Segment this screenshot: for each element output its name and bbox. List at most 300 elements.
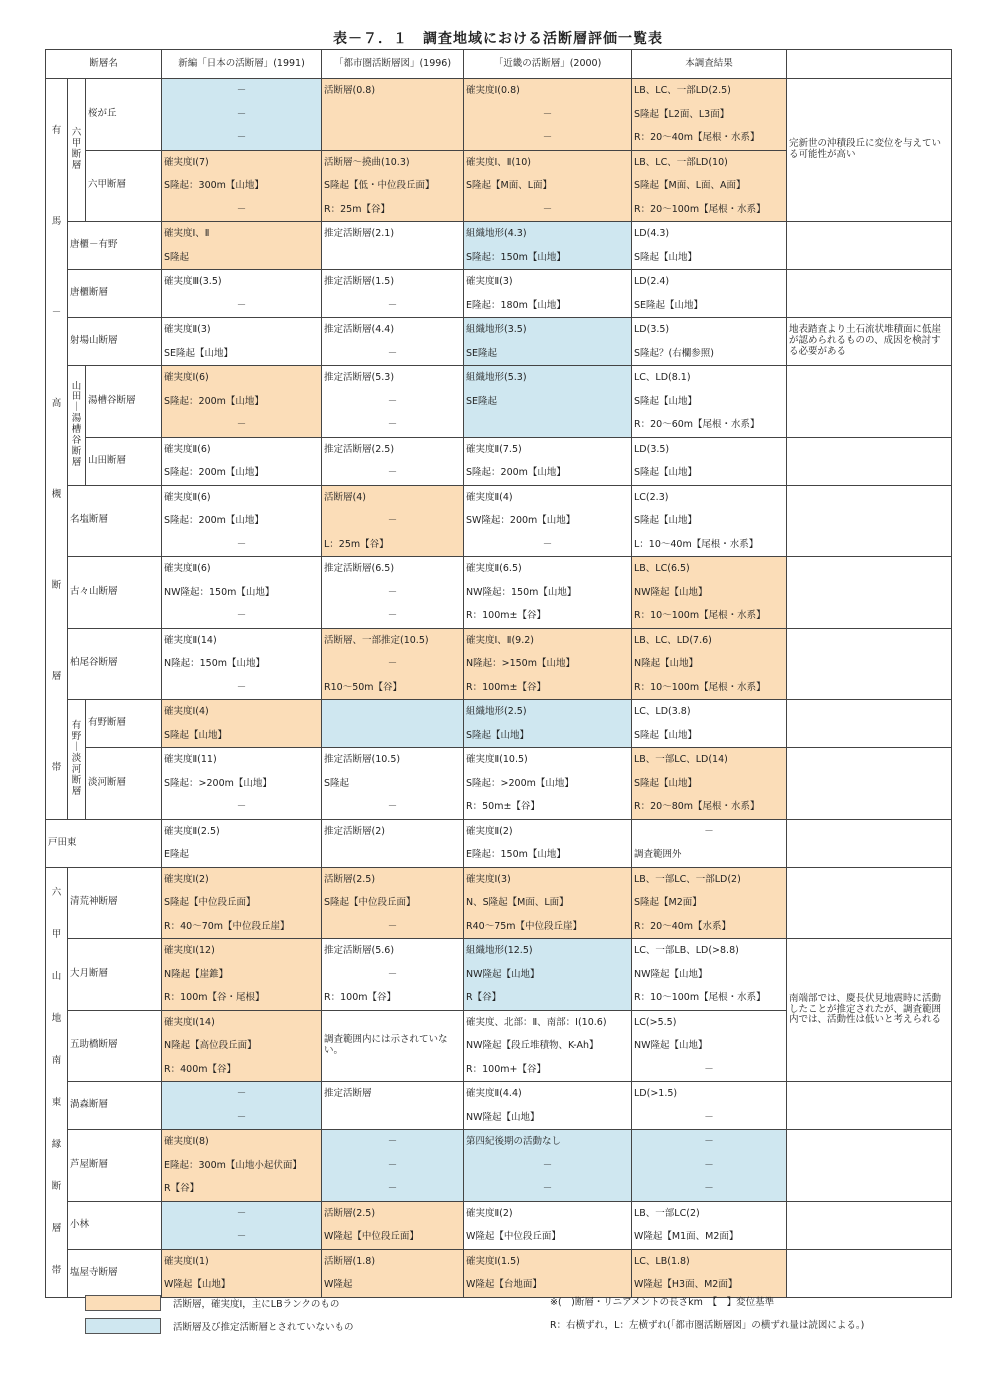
cell-col-2 — [322, 1010, 464, 1082]
cell-line: LB、LC、LD(7.6) — [634, 634, 712, 646]
cell-line: R：20～60m【尾根・水系】 — [634, 419, 760, 430]
table-row — [46, 819, 952, 867]
cell-col-1 — [162, 1201, 322, 1249]
cell-line: SE隆起 — [466, 347, 498, 359]
cell-col-5 — [787, 819, 952, 867]
cell-line: N隆起：150m【山地】 — [164, 658, 265, 669]
cell-col-1 — [162, 366, 322, 438]
fault-zone-char: 高 — [51, 397, 62, 409]
cell-line: L：10～40m【尾根・水系】 — [634, 538, 759, 550]
cell-line: － — [387, 1159, 398, 1171]
cell-line: 確実度Ⅱ(2.5) — [164, 825, 220, 837]
cell-line: 調査範囲外 — [634, 849, 682, 860]
cell-line: NW隆起【山地】 — [634, 968, 708, 980]
cell-line: 推定活断層(5.6) — [324, 945, 395, 956]
cell-col-1 — [162, 222, 322, 270]
cell-col-4 — [632, 485, 787, 557]
cell-line: S隆起 — [324, 777, 350, 789]
remarks-cell — [787, 939, 952, 1082]
cell-line: LC、一部LB、LD(>8.8) — [634, 945, 739, 956]
cell-line: － — [542, 108, 553, 120]
cell-line: E隆起 — [164, 849, 190, 860]
header-row — [46, 50, 952, 79]
table-row — [46, 1201, 952, 1249]
cell-line: S隆起【山地】 — [634, 777, 698, 789]
cell-line: 推定活断層(4.4) — [324, 324, 395, 335]
cell-line: 確実度Ⅱ(11) — [164, 754, 217, 765]
cell-line: － — [704, 1063, 714, 1075]
fault-zone-char: 六 — [51, 887, 62, 898]
cell-col-4 — [632, 150, 787, 222]
table-row — [46, 485, 952, 557]
cell-line: NW隆起：150m【山地】 — [466, 586, 577, 598]
cell-col-4 — [632, 700, 787, 748]
cell-line: 推定活断層(1.5) — [324, 276, 395, 287]
cell-line: R：50m±【谷】 — [466, 801, 540, 812]
table-row — [46, 366, 952, 438]
legend-blue-swatch — [85, 1318, 161, 1334]
cell-line: 活断層(1.8) — [324, 1255, 376, 1267]
cell-line: S隆起【中位段丘面】 — [324, 897, 416, 908]
cell-line: － — [704, 1136, 714, 1147]
cell-line: 活断層、一部推定(10.5) — [324, 634, 429, 646]
cell-line: R【谷】 — [164, 1183, 200, 1194]
cell-line: S隆起【山地】 — [466, 729, 530, 741]
cell-line: SE隆起【山地】 — [634, 299, 704, 311]
header-survey-result: 本調査結果 — [632, 50, 787, 79]
cell-col-1 — [162, 557, 322, 629]
fault-name: 淡河断層 — [86, 748, 162, 820]
cell-line: R：20～100m【尾根・水系】 — [634, 203, 766, 215]
cell-line: LB、LC、一部LD(10) — [634, 156, 728, 168]
table-row — [46, 270, 952, 318]
cell-col-5 — [787, 270, 952, 318]
cell-col-4 — [632, 748, 787, 820]
header-remarks — [787, 50, 952, 79]
sub-zone-char: 山 — [71, 380, 82, 392]
cell-line: LB、LC、一部LD(2.5) — [634, 85, 731, 96]
cell-col-4 — [632, 557, 787, 629]
cell-col-4 — [632, 1249, 787, 1297]
cell-col-3 — [464, 557, 632, 629]
cell-col-1 — [162, 1010, 322, 1082]
sub-zone-char: 甲 — [71, 138, 82, 150]
cell-line: 確実度Ⅱ(6) — [164, 443, 211, 455]
cell-line: S隆起【山地】 — [164, 729, 228, 741]
header-source-1991: 新編「日本の活断層」(1991) — [162, 50, 322, 79]
cell-line: R：20～40m【水系】 — [634, 920, 732, 932]
sub-zone-char: 断 — [71, 446, 82, 458]
cell-line: － — [542, 132, 553, 143]
cell-line: － — [236, 1111, 247, 1123]
fault-name: 名塩断層 — [68, 485, 162, 557]
fault-zone-char: 甲 — [51, 929, 62, 940]
cell-line: 確実度Ⅲ(3.5) — [164, 276, 222, 287]
cell-line: 確実度Ⅱ(14) — [164, 634, 217, 646]
legend-blue-text: 活断層及び推定活断層とされていないもの — [173, 1322, 354, 1333]
cell-line: R：10～100m【尾根・水系】 — [634, 681, 766, 693]
cell-text: 地表踏査より土石流状堆積面に低崖が認められるものの、成因を検討する必要がある — [789, 324, 942, 357]
cell-col-1 — [162, 700, 322, 748]
cell-line: 活断層(2.5) — [324, 873, 376, 885]
cell-line: 確実度Ⅱ(6) — [164, 491, 211, 503]
cell-line: LC(>5.5) — [634, 1016, 677, 1028]
fault-name: 柏尾谷断層 — [68, 628, 162, 700]
cell-line: 推定活断層 — [324, 1088, 372, 1099]
cell-col-3 — [464, 1082, 632, 1130]
cell-line: － — [542, 1183, 553, 1194]
cell-line — [324, 1106, 461, 1130]
cell-line: NW隆起【山地】 — [466, 968, 540, 980]
cell-col-4 — [632, 366, 787, 438]
cell-col-4 — [632, 270, 787, 318]
cell-col-4 — [632, 222, 787, 270]
sub-zone-char: 谷 — [71, 435, 82, 447]
cell-col-2 — [322, 939, 464, 1011]
cell-line: － — [704, 1159, 714, 1171]
cell-line: S隆起？(右欄参照) — [634, 347, 714, 359]
cell-line: 推定活断層(10.5) — [324, 754, 401, 765]
table-row — [46, 1249, 952, 1297]
cell-line: － — [704, 825, 714, 837]
cell-col-3 — [464, 1130, 632, 1202]
cell-line: 確実度Ⅰ(1) — [164, 1255, 209, 1267]
cell-col-4 — [632, 1010, 787, 1082]
cell-col-1 — [162, 748, 322, 820]
cell-line: － — [387, 467, 398, 478]
header-source-2000: 「近畿の活断層」(2000) — [464, 50, 632, 79]
cell-col-4 — [632, 318, 787, 366]
table-row — [46, 79, 952, 151]
cell-col-1 — [162, 867, 322, 939]
cell-line: N隆起【山地】 — [634, 658, 699, 669]
sub-zone-char: 田 — [71, 391, 82, 403]
cell-line: SW隆起：200m【山地】 — [466, 515, 576, 526]
cell-line: S隆起：>200m【山地】 — [466, 777, 574, 789]
cell-line: R：20～80m【尾根・水系】 — [634, 801, 760, 812]
table-row — [46, 1130, 952, 1202]
cell-col-1 — [162, 1249, 322, 1297]
fault-zone-label — [46, 867, 68, 1297]
header-source-1996: 「都市圏活断層図」(1996) — [322, 50, 464, 79]
cell-col-1 — [162, 79, 322, 151]
cell-line: － — [387, 299, 398, 311]
fault-zone-char: 有 — [51, 124, 62, 136]
table-row — [46, 318, 952, 366]
sub-zone-char: ｜ — [71, 741, 82, 753]
cell-col-3 — [464, 366, 632, 438]
legend-orange-text: 活断層，確実度Ⅰ，主にLBランクのもの — [173, 1299, 340, 1310]
cell-line: 組織地形(3.5) — [466, 324, 527, 335]
cell-line: － — [236, 1231, 247, 1242]
cell-line: S隆起【山地】 — [634, 395, 698, 407]
cell-line: 確実度Ⅱ(10.5) — [466, 754, 528, 765]
cell-col-4 — [632, 1082, 787, 1130]
cell-line: S隆起【低・中位段丘面】 — [324, 180, 435, 191]
cell-col-3 — [464, 485, 632, 557]
cell-line: S隆起【山地】 — [634, 251, 698, 263]
fault-name: 清荒神断層 — [68, 867, 162, 939]
cell-line: － — [387, 515, 398, 526]
cell-col-3 — [464, 867, 632, 939]
cell-line: － — [236, 299, 247, 311]
cell-col-3 — [464, 79, 632, 151]
cell-line: R：100m【谷】 — [324, 992, 396, 1003]
cell-line: R：10～100m【尾根・水系】 — [634, 992, 766, 1003]
cell-line: 確実度Ⅰ、Ⅱ — [164, 228, 210, 239]
cell-line — [324, 246, 461, 270]
remarks-cell — [787, 79, 952, 222]
cell-line: S隆起【山地】 — [634, 729, 698, 741]
cell-line: 確実度Ⅱ(7.5) — [466, 443, 522, 455]
fault-name: 射場山断層 — [68, 318, 162, 366]
fault-zone-char: 断 — [51, 579, 62, 591]
cell-line: R：100m+【谷】 — [466, 1063, 546, 1075]
cell-line: － — [236, 538, 247, 550]
fault-name: 六甲断層 — [86, 150, 162, 222]
cell-col-5 — [787, 366, 952, 438]
cell-line: E隆起：150m【山地】 — [466, 849, 566, 860]
cell-line: － — [236, 132, 247, 143]
cell-line: 確実度Ⅰ(1.5) — [466, 1255, 520, 1267]
cell-col-4 — [632, 1201, 787, 1249]
cell-col-2 — [322, 1082, 464, 1130]
cell-line: － — [387, 658, 398, 669]
cell-line: 組織地形(4.3) — [466, 228, 527, 239]
fault-zone-char: 帯 — [51, 761, 62, 773]
cell-line: 確実度、北部：Ⅱ、南部：Ⅰ(10.6) — [466, 1016, 607, 1028]
cell-col-4 — [632, 437, 787, 485]
cell-line: － — [387, 968, 398, 980]
cell-line: R40～75m【中位段丘崖】 — [466, 920, 583, 932]
cell-line: 確実度Ⅱ(2) — [466, 825, 513, 837]
fault-zone-char: 槻 — [51, 488, 62, 500]
cell-line: S隆起：200m【山地】 — [466, 467, 566, 478]
cell-col-5 — [787, 222, 952, 270]
legend — [85, 1293, 354, 1339]
cell-line: 確実度Ⅰ(7) — [164, 156, 209, 168]
cell-col-1 — [162, 819, 322, 867]
fault-zone-char: － — [51, 306, 62, 318]
cell-line: 確実度Ⅰ(2) — [164, 873, 209, 885]
cell-col-4 — [632, 939, 787, 1011]
cell-line: LB、一部LC(2) — [634, 1207, 700, 1219]
cell-col-3 — [464, 700, 632, 748]
fault-name: 唐櫃断層 — [68, 270, 162, 318]
cell-line: S隆起：200m【山地】 — [164, 515, 264, 526]
fault-name: 有野断層 — [86, 700, 162, 748]
table-row — [46, 748, 952, 820]
cell-col-2 — [322, 366, 464, 438]
cell-line: － — [542, 1159, 553, 1171]
fault-zone-char: 層 — [51, 1223, 62, 1234]
fault-zone-char: 馬 — [51, 215, 62, 227]
cell-line: N、S隆起【M面、L面】 — [466, 897, 569, 908]
fault-name: 小林 — [68, 1201, 162, 1249]
cell-col-2 — [322, 318, 464, 366]
cell-line: L：25m【谷】 — [324, 538, 389, 550]
cell-line: － — [704, 1111, 714, 1123]
legend-blue — [85, 1316, 354, 1336]
cell-col-1 — [162, 150, 322, 222]
cell-line: LB、一部LC、一部LD(2) — [634, 873, 741, 885]
cell-col-4 — [632, 819, 787, 867]
cell-col-5 — [787, 628, 952, 700]
cell-line: － — [542, 203, 553, 215]
cell-col-3 — [464, 748, 632, 820]
remarks-text: 完新世の沖積段丘に変位を与えている可能性が高い — [789, 138, 942, 160]
cell-line: － — [387, 395, 398, 407]
cell-col-5 — [787, 1201, 952, 1249]
cell-line — [324, 724, 461, 748]
cell-line: 確実度Ⅰ(6) — [164, 372, 209, 383]
cell-col-3 — [464, 819, 632, 867]
sub-zone-char: 層 — [71, 785, 82, 797]
cell-line: R：100m±【谷】 — [466, 610, 546, 621]
cell-line: 確実度Ⅰ、Ⅱ(10) — [466, 156, 531, 168]
cell-col-4 — [632, 1130, 787, 1202]
legend-note-1: ※( )断層・リニアメントの長さkm 【 】変位基準 — [550, 1297, 775, 1308]
cell-line: 確実度Ⅱ(3) — [466, 276, 513, 287]
cell-line: － — [236, 203, 247, 215]
cell-col-2 — [322, 1249, 464, 1297]
cell-line: 組織地形(12.5) — [466, 945, 533, 956]
fault-zone-char: 帯 — [51, 1265, 62, 1276]
cell-line: － — [236, 108, 247, 120]
cell-line: 組織地形(5.3) — [466, 372, 527, 383]
cell-line: － — [387, 801, 398, 812]
cell-col-1 — [162, 1082, 322, 1130]
fault-name: 桜が丘 — [86, 79, 162, 151]
cell-col-3 — [464, 628, 632, 700]
cell-col-4 — [632, 867, 787, 939]
cell-line: － — [236, 610, 247, 621]
cell-line: 組織地形(2.5) — [466, 706, 527, 717]
fault-name: 古々山断層 — [68, 557, 162, 629]
fault-zone-label — [46, 79, 68, 820]
cell-col-3 — [464, 1201, 632, 1249]
cell-col-5 — [787, 1249, 952, 1297]
cell-col-2 — [322, 437, 464, 485]
fault-name: 大月断層 — [68, 939, 162, 1011]
cell-line: N隆起【崖錐】 — [164, 968, 229, 980]
cell-line: LD(2.4) — [634, 276, 670, 287]
cell-line: 推定活断層(2.5) — [324, 443, 395, 455]
cell-col-1 — [162, 318, 322, 366]
sub-zone-char: 断 — [71, 149, 82, 160]
cell-col-3 — [464, 150, 632, 222]
cell-line: LD(3.5) — [634, 443, 670, 455]
cell-col-5 — [787, 1130, 952, 1202]
cell-line: S隆起【山地】 — [634, 515, 698, 526]
cell-line: S隆起：150m【山地】 — [466, 251, 566, 263]
cell-col-1 — [162, 270, 322, 318]
cell-line: R【谷】 — [466, 992, 502, 1003]
cell-line: LB、一部LC、LD(14) — [634, 754, 728, 765]
page-title: 表－７．１ 調査地域における活断層評価一覧表 — [333, 31, 663, 47]
cell-line: NW隆起【段丘堆積物、K-Ah】 — [466, 1040, 599, 1051]
cell-col-2 — [322, 270, 464, 318]
cell-line: LC、LB(1.8) — [634, 1255, 690, 1267]
cell-line: R：25m【谷】 — [324, 203, 390, 215]
sub-zone-char: ｜ — [71, 402, 82, 414]
cell-line: W隆起【中位段丘面】 — [466, 1231, 561, 1242]
cell-line: NW隆起【山地】 — [466, 1111, 540, 1123]
fault-name: 芦屋断層 — [68, 1130, 162, 1202]
cell-col-2 — [322, 628, 464, 700]
cell-col-2 — [322, 867, 464, 939]
sub-zone-char: 層 — [71, 457, 82, 469]
cell-col-4 — [632, 628, 787, 700]
table-row — [46, 1082, 952, 1130]
cell-line: － — [387, 1136, 398, 1147]
cell-line: S隆起【L2面、L3面】 — [634, 108, 730, 120]
cell-col-2 — [322, 1130, 464, 1202]
fault-zone-char: 断 — [51, 1181, 62, 1192]
sub-zone-char: 六 — [71, 127, 82, 139]
sub-zone-char: 野 — [71, 730, 82, 742]
cell-col-1 — [162, 437, 322, 485]
cell-line: W隆起【H3面、M2面】 — [634, 1279, 738, 1290]
cell-line: － — [236, 801, 247, 812]
cell-col-5 — [787, 867, 952, 939]
cell-line: N隆起【高位段丘面】 — [164, 1040, 257, 1051]
cell-col-4 — [632, 79, 787, 151]
cell-line — [324, 126, 461, 150]
cell-col-2 — [322, 79, 464, 151]
fault-zone-char: 南 — [51, 1055, 62, 1066]
cell-line: R10～50m【谷】 — [324, 681, 403, 693]
cell-line: LD(>1.5) — [634, 1088, 678, 1099]
cell-col-2 — [322, 222, 464, 270]
cell-line: 確実度Ⅰ(3) — [466, 873, 511, 885]
cell-line: S隆起：200m【山地】 — [164, 467, 264, 478]
fault-zone-char: 地 — [51, 1013, 62, 1024]
cell-col-2 — [322, 700, 464, 748]
sub-zone-label — [68, 366, 86, 486]
cell-line: LB、LC(6.5) — [634, 563, 690, 574]
cell-line: W隆起【中位段丘面】 — [324, 1231, 419, 1242]
cell-line: 確実度Ⅰ(0.8) — [466, 85, 520, 96]
cell-line: SE隆起【山地】 — [164, 347, 234, 359]
legend-orange-swatch — [85, 1295, 161, 1311]
cell-line: R：400m【谷】 — [164, 1063, 236, 1075]
sub-zone-char: 湯 — [71, 413, 82, 425]
cell-line: 確実度Ⅰ(12) — [164, 945, 215, 956]
cell-line: 推定活断層(5.3) — [324, 372, 395, 383]
cell-line: S隆起【M面、L面】 — [466, 180, 553, 191]
cell-line — [466, 413, 629, 437]
legend-note-2: R：右横ずれ，L：左横ずれ(「都市圏活断層図」の横ずれ量は読図による。) — [550, 1320, 865, 1331]
sub-zone-char: 断 — [71, 774, 82, 786]
cell-line: 確実度Ⅱ(6) — [164, 563, 211, 574]
sub-zone-label — [68, 79, 86, 222]
cell-line: NW隆起：150m【山地】 — [164, 586, 275, 598]
cell-line: N隆起：>150m【山地】 — [466, 658, 575, 669]
cell-col-3 — [464, 270, 632, 318]
cell-line: R：40～70m【中位段丘崖】 — [164, 920, 290, 932]
cell-line: 活断層(0.8) — [324, 85, 376, 96]
cell-line: E隆起：300m【山地小起伏面】 — [164, 1159, 302, 1171]
cell-col-2 — [322, 1201, 464, 1249]
cell-line: S隆起：300m【山地】 — [164, 180, 264, 191]
legend-orange — [85, 1293, 354, 1313]
cell-line: E隆起：180m【山地】 — [466, 299, 566, 311]
cell-line: S隆起【中位段丘面】 — [164, 897, 256, 908]
cell-line: － — [236, 419, 247, 430]
cell-line: 確実度Ⅱ(2) — [466, 1207, 513, 1219]
fault-evaluation-table — [45, 49, 952, 1298]
